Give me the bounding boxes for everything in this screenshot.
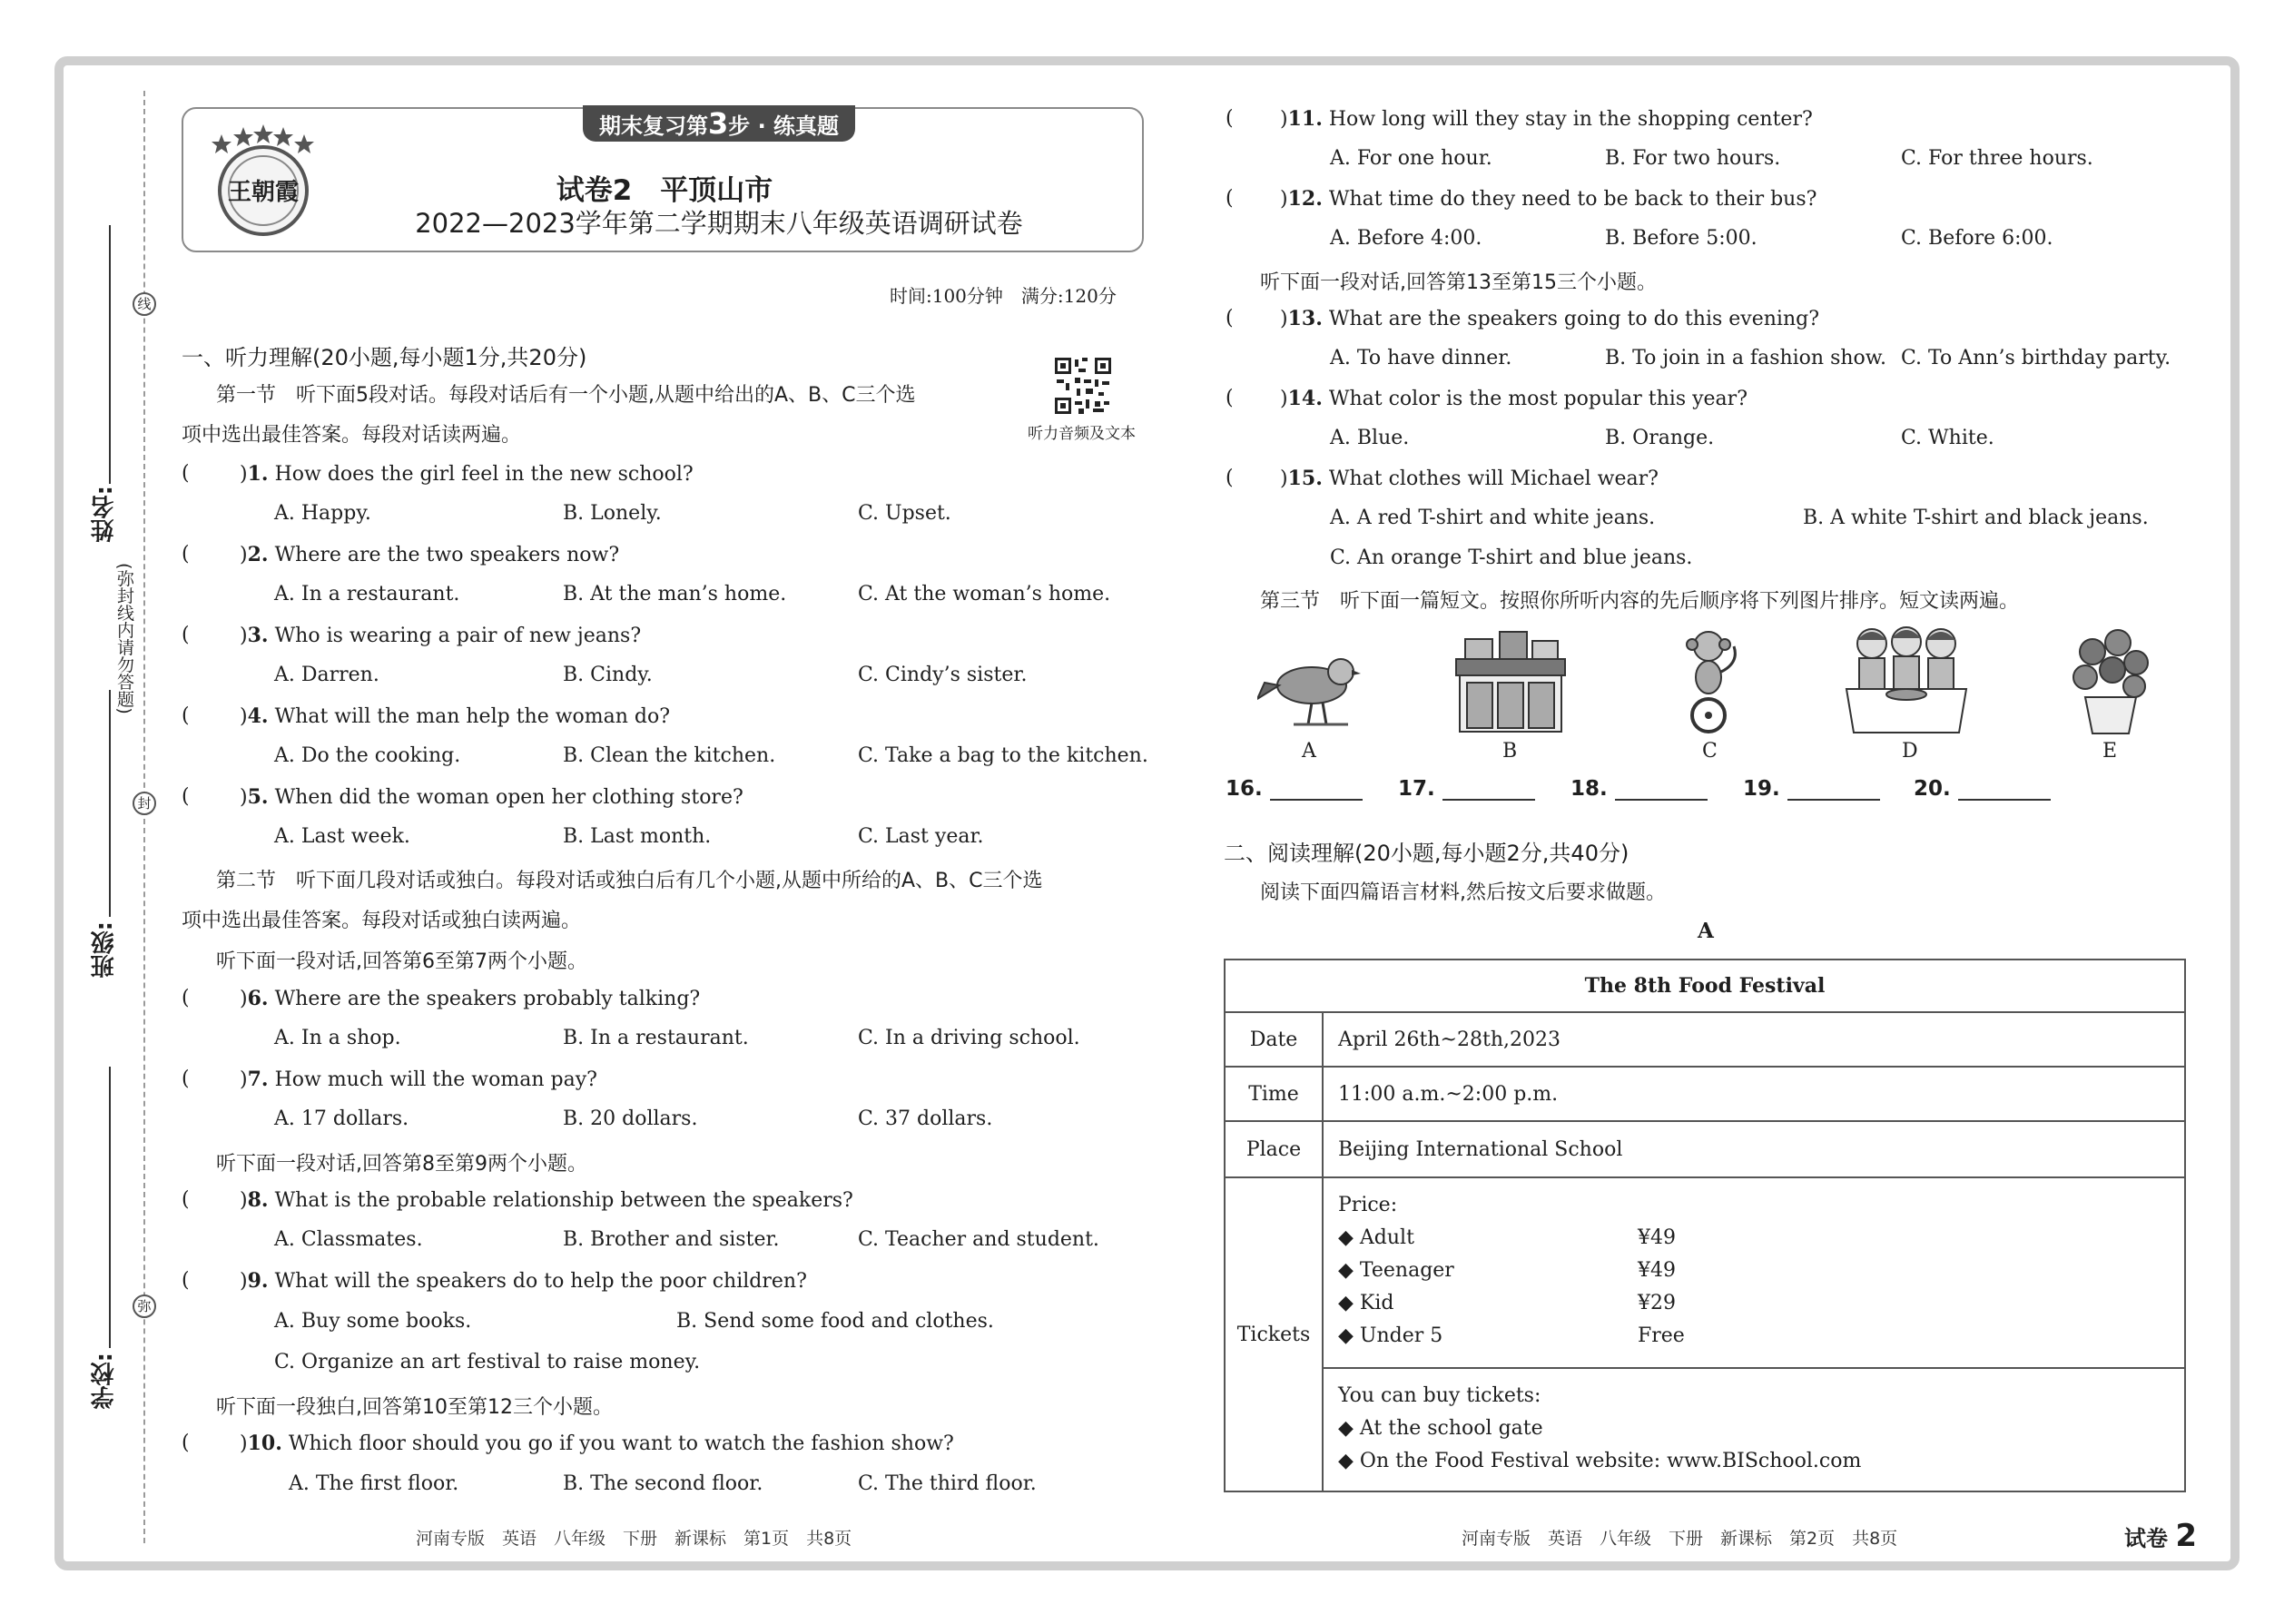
- lead-8-9: 听下面一段对话,回答第8至第9两个小题。: [216, 1153, 587, 1176]
- option-c: C. The third floor.: [858, 1472, 1037, 1495]
- option-b: B. Last month.: [563, 825, 712, 848]
- part2-heading: 二、阅读理解(20小题,每小题2分,共40分): [1224, 841, 1629, 866]
- exam-subtitle: 2022—2023学年第二学期期末八年级英语调研试卷: [415, 208, 1023, 239]
- buy-option-website[interactable]: ◆ On the Food Festival website: www.BISchool.com: [1338, 1450, 1862, 1472]
- option-a: A. Do the cooking.: [274, 744, 461, 767]
- option-b: B. The second floor.: [563, 1472, 763, 1495]
- class-field[interactable]: [109, 690, 111, 917]
- option-b: B. Cindy.: [563, 664, 653, 686]
- price-row: ◆ Kid ¥29: [1338, 1292, 1676, 1314]
- price-row: ◆ Under 5 Free: [1338, 1324, 1685, 1347]
- option-c: C. Organize an art festival to raise money.: [274, 1351, 701, 1373]
- time-score: 时间:100分钟 满分:120分: [890, 285, 1117, 307]
- price-cell: [1323, 1177, 2185, 1368]
- name-field[interactable]: [109, 225, 111, 484]
- footer-right: 河南专版 英语 八年级 下册 新课标 第2页 共8页: [1462, 1529, 1898, 1549]
- food-festival-table: [1224, 959, 2186, 1492]
- sec1-instruction-2: 项中选出最佳答案。每段对话读两遍。: [182, 424, 522, 447]
- date-label: Date: [1225, 1012, 1323, 1067]
- festival-title: The 8th Food Festival: [1225, 960, 2185, 1012]
- option-b: B. For two hours.: [1605, 147, 1781, 170]
- place-value: Beijing International School: [1323, 1121, 2185, 1177]
- option-a: A. The first floor.: [289, 1472, 459, 1495]
- picture-label-e: E: [2102, 740, 2118, 763]
- exam-header: [182, 107, 1144, 252]
- exam-title: 试卷2 平顶山市: [556, 174, 773, 207]
- answer-paren[interactable]: (: [182, 785, 190, 808]
- option-a: A. Happy.: [274, 502, 371, 525]
- option-c: C. To Ann’s birthday party.: [1901, 347, 2171, 369]
- option-a: A. Last week.: [274, 825, 410, 848]
- option-a: A. Classmates.: [274, 1228, 423, 1251]
- option-b: B. Lonely.: [563, 502, 662, 525]
- option-c: C. An orange T-shirt and blue jeans.: [1330, 546, 1693, 569]
- seal-mark-feng: 封: [133, 792, 156, 815]
- buy-option-gate: ◆ At the school gate: [1338, 1417, 1543, 1440]
- answer-paren[interactable]: (: [1226, 467, 1234, 489]
- answer-paren[interactable]: (: [1226, 107, 1234, 130]
- option-c: C. Last year.: [858, 825, 984, 848]
- answer-paren[interactable]: (: [182, 543, 190, 566]
- picture-label-c: C: [1702, 740, 1718, 763]
- qr-code-icon[interactable]: [1053, 356, 1113, 416]
- place-label: Place: [1225, 1121, 1323, 1177]
- answer-blank[interactable]: [1270, 779, 1363, 801]
- option-c: C. White.: [1901, 427, 1994, 449]
- option-c: C. 37 dollars.: [858, 1107, 993, 1130]
- date-value: April 26th~28th,2023: [1323, 1012, 2185, 1067]
- lead-6-7: 听下面一段对话,回答第6至第7两个小题。: [216, 950, 587, 973]
- option-a: A. In a shop.: [274, 1027, 401, 1049]
- school-label: 学校:: [91, 1353, 118, 1410]
- option-b: B. Orange.: [1605, 427, 1715, 449]
- blank-17: 17.: [1398, 777, 1535, 801]
- answer-blank[interactable]: [1615, 779, 1708, 801]
- time-label: Time: [1225, 1067, 1323, 1121]
- flowers-picture: [2065, 626, 2156, 735]
- blank-18: 18.: [1570, 777, 1708, 801]
- passage-label: A: [1698, 919, 1714, 943]
- answer-paren[interactable]: (: [1226, 387, 1234, 409]
- option-b: B. Before 5:00.: [1605, 227, 1757, 250]
- review-step-bar: 期末复习第3步 · 练真题: [583, 105, 855, 142]
- option-b: B. In a restaurant.: [563, 1027, 749, 1049]
- part1-heading: 一、听力理解(20小题,每小题1分,共20分): [182, 345, 587, 370]
- option-c: C. At the woman’s home.: [858, 583, 1111, 605]
- option-c: C. In a driving school.: [858, 1027, 1080, 1049]
- answer-paren[interactable]: (: [182, 1269, 190, 1292]
- answer-paren[interactable]: (: [182, 1188, 190, 1211]
- picture-label-a: A: [1302, 740, 1316, 763]
- answer-paren[interactable]: (: [182, 624, 190, 646]
- school-field[interactable]: [109, 1067, 111, 1348]
- option-a: A. Buy some books.: [274, 1310, 472, 1333]
- part2-intro: 阅读下面四篇语言材料,然后按文后要求做题。: [1260, 881, 1666, 904]
- option-b: B. Brother and sister.: [563, 1228, 780, 1251]
- option-b: B. At the man’s home.: [563, 583, 787, 605]
- qr-label: 听力音频及文本: [1028, 425, 1136, 443]
- option-b: B. 20 dollars.: [563, 1107, 698, 1130]
- option-c: C. Teacher and student.: [858, 1228, 1099, 1251]
- option-a: A. Blue.: [1330, 427, 1410, 449]
- option-c: C. Take a bag to the kitchen.: [858, 744, 1148, 767]
- option-a: A. A red T-shirt and white jeans.: [1330, 507, 1656, 529]
- blank-16: 16.: [1226, 777, 1363, 801]
- time-value: 11:00 a.m.~2:00 p.m.: [1323, 1067, 2185, 1121]
- logo-text: 王朝霞: [227, 179, 300, 206]
- option-b: B. Clean the kitchen.: [563, 744, 776, 767]
- lead-10-12: 听下面一段独白,回答第10至第12三个小题。: [216, 1396, 613, 1419]
- option-a: A. Before 4:00.: [1330, 227, 1482, 250]
- price-row: ◆ Adult ¥49: [1338, 1226, 1676, 1249]
- picture-label-d: D: [1902, 740, 1918, 763]
- sec1-instruction-1: 第一节 听下面5段对话。每段对话后有一个小题,从题中给出的A、B、C三个选: [216, 384, 916, 407]
- seal-mark-mi: 弥: [133, 1294, 156, 1318]
- answer-paren[interactable]: (: [182, 462, 190, 485]
- answer-paren[interactable]: (: [182, 987, 190, 1009]
- bird-picture: [1257, 635, 1362, 735]
- class-label: 班级:: [91, 921, 118, 979]
- price-row: ◆ Teenager ¥49: [1338, 1259, 1676, 1282]
- price-label: Price:: [1338, 1194, 1398, 1216]
- sec3-instruction: 第三节 听下面一篇短文。按照你所听内容的先后顺序将下列图片排序。短文读两遍。: [1260, 590, 2020, 613]
- option-a: A. To have dinner.: [1330, 347, 1512, 369]
- seal-notice: (弥封线内请勿答题): [114, 563, 134, 714]
- answer-blank[interactable]: [1787, 779, 1880, 801]
- answer-paren[interactable]: (: [182, 1068, 190, 1090]
- option-c: C. For three hours.: [1901, 147, 2093, 170]
- answer-paren[interactable]: (: [182, 704, 190, 727]
- answer-blank[interactable]: [1958, 779, 2051, 801]
- buy-label: You can buy tickets:: [1338, 1384, 1541, 1407]
- monkey-picture: [1672, 626, 1745, 735]
- footer-left: 河南专版 英语 八年级 下册 新课标 第1页 共8页: [416, 1529, 852, 1549]
- picture-label-b: B: [1502, 740, 1518, 763]
- seal-mark-xian: 线: [133, 292, 156, 316]
- option-b: B. A white T-shirt and black jeans.: [1803, 507, 2149, 529]
- answer-blank[interactable]: [1442, 779, 1535, 801]
- paper-number: 试卷 2: [2124, 1518, 2198, 1554]
- tickets-label: Tickets: [1225, 1177, 1323, 1491]
- option-c: C. Cindy’s sister.: [858, 664, 1028, 686]
- blank-20: 20.: [1914, 777, 2051, 801]
- sec2-instruction-1: 第二节 听下面几段对话或独白。每段对话或独白后有几个小题,从题中所给的A、B、C三个选: [216, 870, 1043, 892]
- option-a: A. 17 dollars.: [274, 1107, 409, 1130]
- sec2-instruction-2: 项中选出最佳答案。每段对话或独白读两遍。: [182, 910, 582, 932]
- family-dinner-picture: [1843, 622, 1970, 735]
- answer-paren[interactable]: (: [1226, 307, 1234, 330]
- name-label: 姓名:: [91, 486, 118, 543]
- blank-19: 19.: [1743, 777, 1880, 801]
- lead-13-15: 听下面一段对话,回答第13至第15三个小题。: [1260, 271, 1657, 294]
- option-a: A. For one hour.: [1330, 147, 1492, 170]
- option-a: A. Darren.: [274, 664, 379, 686]
- shop-picture: [1452, 626, 1569, 735]
- option-b: B. Send some food and clothes.: [676, 1310, 994, 1333]
- option-a: A. In a restaurant.: [274, 583, 460, 605]
- answer-paren[interactable]: (: [182, 1432, 190, 1454]
- option-c: C. Upset.: [858, 502, 951, 525]
- buy-cell: [1323, 1368, 2185, 1491]
- option-c: C. Before 6:00.: [1901, 227, 2053, 250]
- answer-paren[interactable]: (: [1226, 187, 1234, 210]
- option-b: B. To join in a fashion show.: [1605, 347, 1887, 369]
